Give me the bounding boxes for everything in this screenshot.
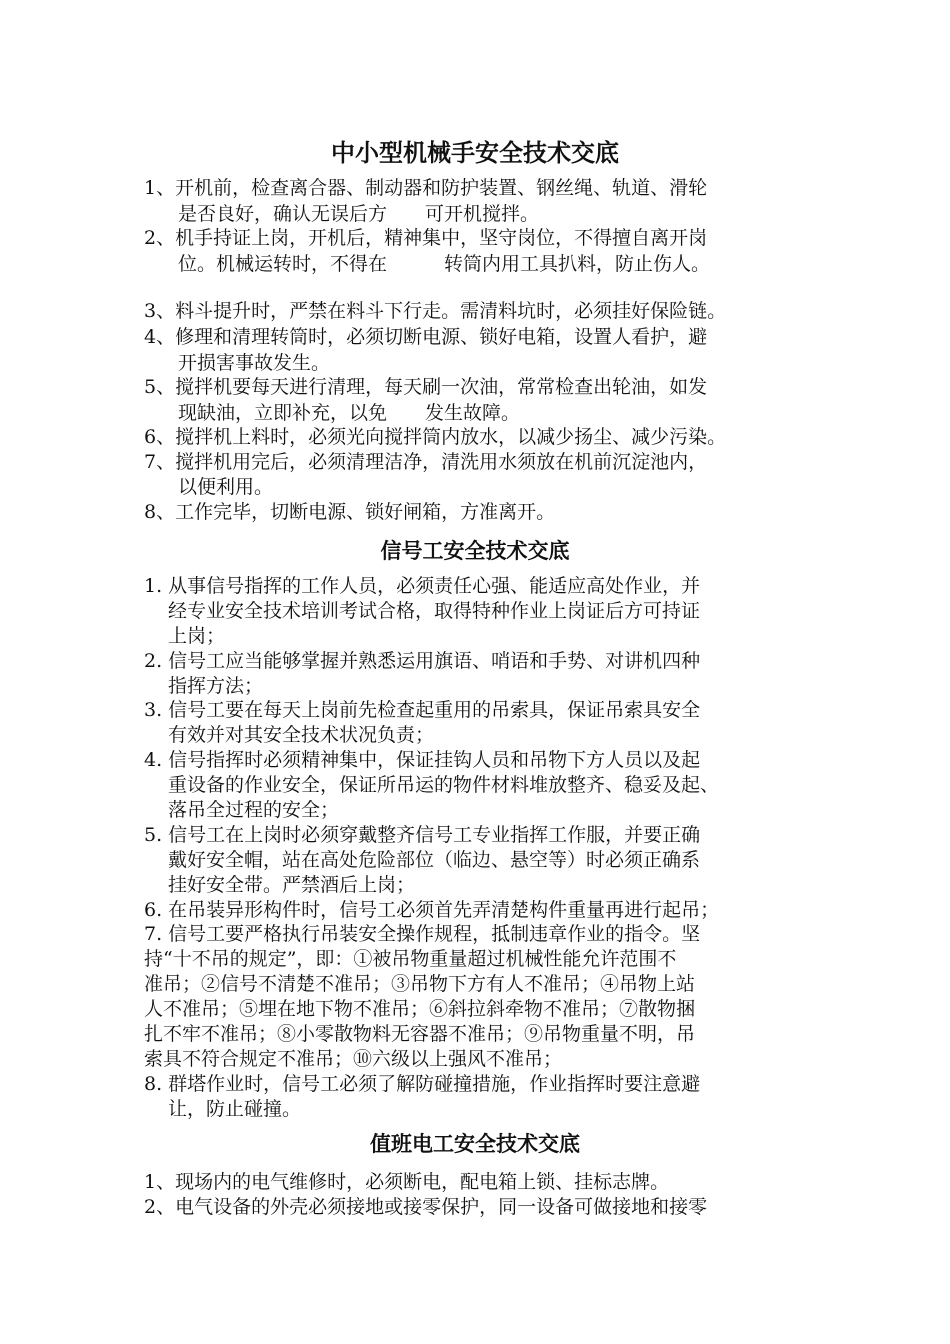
list-item-continuation: 是否良好，确认无误后方 可开机搅拌。	[178, 203, 540, 225]
list-item: 5. 信号工在上岗时必须穿戴整齐信号工专业指挥工作服，并要正确	[144, 824, 701, 846]
list-item: 1、开机前，检查离合器、制动器和防护装置、钢丝绳、轨道、滑轮	[144, 177, 708, 199]
list-item-continuation: 扎不牢不准吊；⑧小零散物料无容器不准吊；⑨吊物重量不明，吊	[144, 1023, 696, 1045]
list-item-continuation: 让，防止碰撞。	[168, 1098, 302, 1120]
list-item: 8. 群塔作业时，信号工必须了解防碰撞措施，作业指挥时要注意避	[144, 1073, 701, 1095]
section-title-mixer-operator: 中小型机械手安全技术交底	[331, 138, 619, 167]
list-item-continuation: 经专业安全技术培训考试合格，取得特种作业上岗证后方可持证	[168, 600, 701, 622]
list-item-continuation: 准吊；②信号不清楚不准吊；③吊物下方有人不准吊；④吊物上站	[144, 973, 696, 995]
list-item-continuation: 指挥方法；	[168, 675, 264, 697]
list-item-continuation: 现缺油，立即补充，以免 发生故障。	[178, 402, 521, 424]
list-item: 7、搅拌机用完后，必须清理洁净，清洗用水须放在机前沉淀池内，	[144, 451, 708, 473]
list-item: 7. 信号工要严格执行吊装安全操作规程，抵制违章作业的指令。坚	[144, 923, 701, 945]
list-item-continuation: 挂好安全带。严禁酒后上岗；	[168, 874, 416, 896]
list-item: 2. 信号工应当能够掌握并熟悉运用旗语、哨语和手势、对讲机四种	[144, 650, 701, 672]
section-title-duty-electrician: 值班电工安全技术交底	[370, 1131, 580, 1156]
list-item: 3. 信号工要在每天上岗前先检查起重用的吊索具，保证吊索具安全	[144, 699, 701, 721]
list-item-continuation: 人不准吊；⑤埋在地下物不准吊；⑥斜拉斜牵物不准吊；⑦散物捆	[144, 998, 696, 1020]
list-item-continuation: 上岗；	[168, 625, 226, 647]
list-item-continuation: 有效并对其安全技术状况负责；	[168, 724, 435, 746]
list-item-continuation: 位。机械运转时，不得在 转筒内用工具扒料，防止伤人。	[178, 253, 711, 275]
list-item-continuation: 落吊全过程的安全；	[168, 799, 340, 821]
list-item: 6. 在吊装异形构件时，信号工必须首先弄清楚构件重量再进行起吊；	[144, 899, 720, 921]
list-item: 4. 信号指挥时必须精神集中，保证挂钩人员和吊物下方人员以及起	[144, 749, 701, 771]
list-item-continuation: 戴好安全帽，站在高处危险部位（临边、悬空等）时必须正确系	[168, 849, 701, 871]
list-item-continuation: 重设备的作业安全，保证所吊运的物件材料堆放整齐、稳妥及起、	[168, 774, 720, 796]
list-item-continuation: 以便利用。	[178, 476, 274, 498]
list-item: 2、机手持证上岗，开机后，精神集中，坚守岗位，不得擅自离开岗	[144, 227, 708, 249]
list-item: 4、修理和清理转筒时，必须切断电源、锁好电箱，设置人看护，避	[144, 326, 708, 348]
list-item: 8、工作完毕，切断电源、锁好闸箱，方准离开。	[144, 501, 556, 523]
list-item: 1. 从事信号指挥的工作人员，必须责任心强、能适应高处作业，并	[144, 575, 701, 597]
list-item: 5、搅拌机要每天进行清理，每天刷一次油，常常检查出轮油，如发	[144, 376, 708, 398]
list-item: 6、搅拌机上料时，必须光向搅拌筒内放水，以减少扬尘、减少污染。	[144, 426, 727, 448]
list-item-continuation: 开损害事故发生。	[178, 352, 331, 374]
section-title-signalman: 信号工安全技术交底	[380, 538, 570, 563]
list-item: 1、现场内的电气维修时，必须断电，配电箱上锁、挂标志牌。	[144, 1171, 670, 1193]
list-item-continuation: 持“十不吊的规定”，即：①被吊物重量超过机械性能允许范围不	[144, 948, 677, 970]
list-item-continuation: 索具不符合规定不准吊；⑩六级以上强风不准吊；	[144, 1048, 563, 1070]
list-item: 2、电气设备的外壳必须接地或接零保护，同一设备可做接地和接零	[144, 1196, 708, 1218]
list-item: 3、料斗提升时，严禁在料斗下行走。需清料坑时，必须挂好保险链。	[144, 300, 727, 322]
